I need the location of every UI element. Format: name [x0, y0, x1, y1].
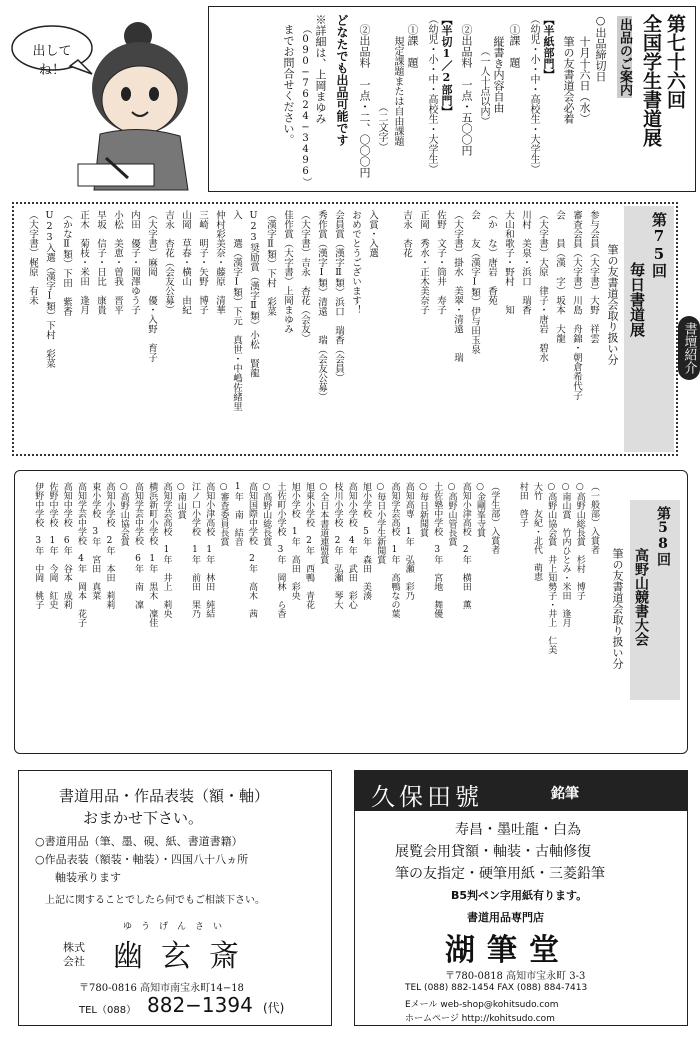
ad-left-line3: ○書道用品（筆、墨、硯、紙、書道書籍）	[35, 835, 243, 848]
list-entry: 会員賞（漢字Ⅱ類）浜口 瑞香（会員）	[333, 210, 344, 383]
ad-right-brand: 久保田號	[371, 783, 483, 811]
ad-right-web: ホームページ http://kohitsudo.com	[405, 1014, 555, 1024]
list-entry: 高知学芸中学校 6年 南 凜	[133, 482, 143, 609]
exhibition-line: ①課 題	[508, 24, 521, 68]
exhibition-line: ②出品料 一点・五〇〇円	[460, 24, 473, 156]
ad-left-line2: おまかせ下さい。	[83, 809, 204, 827]
list-entry: 三崎 明子・矢野 博子	[197, 210, 208, 315]
list-entry: U23入選（漢字Ⅰ類）下村 彩菜	[44, 210, 55, 368]
ad-right-line2: 展覧会用貸額・軸装・古軸修復	[395, 844, 591, 860]
list-entry: ○高野山総長賞	[261, 482, 272, 546]
mainichi-subtitle: 筆の友書道会取り扱い分	[606, 244, 619, 365]
list-entry: 高知小学校 2年 本田 莉莉	[104, 482, 115, 609]
ad-yugensai	[18, 770, 332, 1026]
list-entry: ○金剛峯寺賞	[475, 482, 485, 537]
koyasan-subtitle: 筆の友書道会取り扱い分	[611, 548, 624, 669]
list-entry: （かなⅡ類）下田 紫香	[61, 210, 72, 316]
ad-left-shop-name: 幽玄斎	[113, 939, 257, 974]
ad-left-address: 〒780-0816 高知市南宝永町14−18	[79, 983, 244, 994]
list-entry: 大竹 友紀・北代 萌恵	[532, 482, 542, 581]
exhibition-line: 十月十六日（水）	[578, 36, 591, 124]
koyasan-list	[28, 482, 598, 748]
ad-right-shop-name: 湖筆堂	[445, 933, 571, 968]
exhibition-line: （幼児・小・中・高校生・大学生）	[528, 14, 539, 174]
exhibition-line: ②出品料 一点・二、〇〇〇円	[358, 24, 371, 178]
list-entry: ○毎日新聞賞	[418, 482, 428, 537]
list-entry: 内田 優子・岡澤ゆう子	[129, 210, 140, 315]
ad-left-line4: ○作品表装（額装・軸装）・四国八十八ヵ所	[35, 853, 249, 866]
list-entry: 会 員（漢 字）坂本 大龍	[554, 210, 565, 343]
list-entry: 枝川小学校 2年 弘瀬 琴大	[332, 482, 343, 609]
ad-right-line5: 書道用品専門店	[467, 911, 544, 924]
list-entry: 高知高専 1年 弘瀬 彩乃	[403, 482, 414, 600]
list-entry: 高知小学校 4年 武田 彩心	[346, 482, 357, 609]
list-entry: 佳作賞（大字書）上岡まゆみ	[282, 210, 293, 334]
ad-right-line1: 寿昌・墨吐龍・白為	[455, 822, 581, 838]
list-entry: 早坂 信子・日比 康貴	[95, 210, 106, 315]
list-entry: 横浜新町小学校 1年 黒木 凜佳	[147, 482, 158, 627]
list-entry: ○高野山協会賞	[118, 482, 129, 546]
ad-left-tel-label: TEL（088）	[79, 1005, 137, 1016]
list-entry: 1年 南 結音	[232, 482, 243, 546]
exhibition-line: 【半切1／2部門】	[440, 14, 453, 117]
list-entry: （一般部）入賞者	[589, 482, 599, 554]
list-entry: 小松 美恵・曽我 晋平	[112, 210, 123, 315]
list-entry: ○高野山管長賞	[446, 482, 457, 546]
list-entry: （漢字Ⅱ類）下村 彩菜	[265, 210, 276, 316]
list-entry: （大字書）吉永 杏花（会友）	[299, 210, 310, 343]
ad-left-corp1: 株式	[63, 941, 85, 954]
ad-left-tel-suffix: (代)	[263, 1001, 285, 1015]
list-entry: 高知学芸高校 1年 高鴨なの葉	[389, 482, 400, 618]
list-entry: 会 友（漢字Ⅰ類）伊与田玉泉	[469, 210, 480, 354]
exhibition-line: （幼児・小・中・高校生・大学生）	[426, 14, 437, 174]
ad-right-line4: B5判ペン字用紙有ります。	[451, 889, 588, 902]
ad-left-tel: 882−1394	[147, 993, 253, 1017]
list-entry: ○審査委員長賞	[218, 482, 229, 546]
ad-right-line3: 筆の友指定・硬筆用紙・三菱鉛筆	[395, 866, 605, 882]
section-tag: 書壇紹介	[678, 316, 700, 380]
list-entry: （大字書）大原 律子・唐岩 碧水	[537, 210, 548, 362]
national-student-exhibition-content	[214, 10, 690, 190]
list-entry: 吉永 杏花（会友公募）	[163, 210, 174, 315]
list-entry: 入 選（漢字Ⅰ類）下元 真世・中嶋佐緒里	[231, 210, 242, 411]
list-entry: 村田 啓子	[517, 482, 528, 527]
list-entry: （大字書）掛水 美翠・清遠 瑞	[452, 210, 463, 362]
list-entry: （か な）唐岩 香苑	[486, 210, 497, 305]
ad-left-line6: 上記に関することでしたら何でもご相談下さい。	[45, 895, 265, 906]
mainichi-title-1: 第75回	[650, 212, 668, 278]
list-entry: 山岡 草春・横山 由紀	[180, 210, 191, 315]
list-entry: 土佐町小学校 3年 岡林 ら香	[275, 482, 286, 618]
ad-right-brand-suffix: 銘筆	[551, 786, 579, 802]
exhibition-subtitle: 出品のご案内	[617, 18, 632, 96]
list-entry: 土佐塾中学校 3年 宮地 舞優	[432, 482, 443, 618]
exhibition-line: 規定課題または自由課題	[392, 36, 403, 146]
exhibition-line: どなたでも出品可能です	[335, 14, 349, 146]
list-entry: （大字書）梶原 有未	[27, 210, 38, 305]
list-entry: 東小学校 3年 宮田 真菜	[90, 482, 101, 600]
list-entry: 吉永 杏花	[401, 210, 412, 258]
exhibition-line: 【半紙部門】	[542, 14, 555, 80]
exhibition-title-line1: 第七十六回	[664, 14, 686, 109]
speech-bubble-text: 出してね！	[32, 44, 72, 78]
list-entry: 佐野中学校 1年 今岡 紅史	[47, 482, 58, 609]
exhibition-line: （一人十点以内）	[478, 46, 489, 126]
list-entry: 高知小津高校 1年 林田 純結	[204, 482, 215, 618]
list-entry: 参与会員（大字書）大野 祥雲	[588, 210, 599, 343]
exhibition-line: ※詳細は、上岡まゆみ	[314, 14, 327, 124]
list-entry: 高知中学校 6年 谷本 成莉	[61, 482, 72, 609]
list-entry: 高知国際中学校 2年 高木 茜	[247, 482, 257, 618]
list-entry: ○南山賞	[175, 482, 186, 519]
list-entry: 高知学芸高校 1年 井上 莉央	[161, 482, 172, 618]
ad-kohitsudo	[354, 770, 688, 1026]
list-entry: 佐野 文子・筒井 寿子	[435, 210, 446, 315]
list-entry: 仲村彩美奈・藤原 清華	[214, 210, 225, 315]
list-entry: 秀作賞（漢字Ⅰ類）清遠 瑞（会友公募）	[316, 210, 327, 402]
exhibition-line: 筆の友書道会必着	[562, 36, 575, 124]
koyasan-title-2: 高野山競書大会	[633, 548, 649, 646]
ad-right-mail: Eメール web-shop@kohitsudo.com	[405, 1000, 559, 1010]
list-entry: 伊野中学校 3年 中岡 桃子	[33, 482, 44, 609]
mainichi-list	[20, 210, 598, 450]
ad-left-kana: ゆ う げ ん さ い	[123, 922, 223, 932]
list-entry: ○高野山総長賞 杉村 博子	[574, 482, 585, 600]
list-entry: ○全日本書道連盟賞	[318, 482, 329, 564]
koyasan-title-1: 第58回	[655, 506, 671, 566]
list-entry: 高知学芸中学校 4年 岡本 花子	[76, 482, 86, 627]
exhibition-title-line2: 全国学生書道展	[640, 14, 662, 147]
ad-left-line5: 軸装承ります	[55, 871, 121, 884]
list-entry: ○南山賞 竹内ひとみ・米田 逢月	[560, 482, 571, 627]
list-entry: 入賞・入選	[367, 210, 378, 258]
mascot-illustration	[8, 8, 203, 198]
list-entry: 江ノ口小学校 1年 前田 果乃	[190, 482, 200, 618]
list-entry: 審査会員（大字書）川島 舟錦・朝倉希代子	[571, 210, 582, 400]
list-entry: ○毎日小学生新聞賞	[375, 482, 386, 564]
ad-left-corp2: 会社	[63, 955, 85, 968]
mascot-girl-icon	[8, 8, 203, 198]
exhibition-line: までお問合せください。	[282, 24, 295, 145]
exhibition-line: （二文字）	[376, 102, 387, 152]
list-entry: 川村 美泉・浜口 瑞香	[520, 210, 531, 315]
list-entry: 正岡 秀水・正木美奈子	[418, 210, 429, 315]
exhibition-line: （090−7624−3496）	[300, 24, 311, 187]
list-entry: 旭小学校 5年 森田 美湊	[361, 482, 371, 600]
list-entry: 大山和歌子・野村 知	[503, 210, 514, 315]
exhibition-line: ①課 題	[406, 24, 419, 68]
mainichi-title-2: 毎日書道展	[628, 262, 646, 337]
list-entry: U23奨励賞（漢字Ⅱ類）小松 賢龍	[248, 210, 259, 378]
ad-left-line1: 書道用品・作品表装（額・軸）	[59, 787, 270, 805]
exhibition-line: ○出品締切日	[594, 14, 607, 82]
list-entry: （大字書）麻岡 優・入野 育子	[146, 210, 157, 362]
ad-right-address: 〒780-0818 高知市宝永町 3-3	[445, 971, 586, 982]
list-entry: 正木 菊枝・米田 逢月	[78, 210, 89, 315]
list-entry: おめでとうございます！	[350, 210, 361, 315]
exhibition-line: 縦書き内容自由	[492, 36, 505, 113]
list-entry: 高知小津高校 2年 横田 薫	[460, 482, 471, 609]
ad-right-tel: TEL (088) 882-1454 FAX (088) 884-7413	[405, 983, 588, 993]
list-entry: （学生部）入賞者	[489, 482, 500, 554]
list-entry: ○高野山協会賞 井上知勢子・井上 仁美	[546, 482, 557, 654]
list-entry: 旭小学校 1年 高田 彩央	[289, 482, 300, 600]
list-entry: 旭東小学校 2年 西鴨 青花	[304, 482, 314, 609]
